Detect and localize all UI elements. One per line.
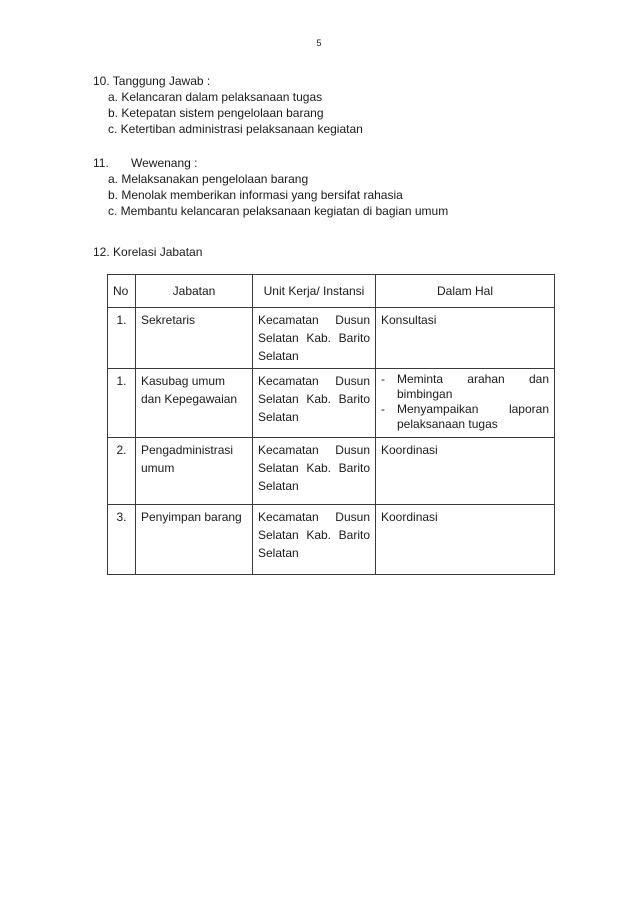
section-title: Wewenang :	[131, 156, 198, 170]
column-header-unit: Unit Kerja/ Instansi	[253, 275, 376, 308]
section-korelasi-jabatan	[93, 244, 202, 260]
section-tanggung-jawab	[93, 73, 363, 137]
table-row	[108, 308, 555, 369]
list-item: b. Ketepatan sistem pengelolaan barang	[108, 106, 324, 120]
table-row	[108, 369, 555, 438]
cell-unit: Kecamatan Dusun Selatan Kab. Barito Selatan	[253, 369, 376, 438]
list-item: b. Menolak memberikan informasi yang bersifat rahasia	[108, 188, 403, 202]
cell-no: 1.	[108, 308, 136, 369]
korelasi-table	[107, 274, 555, 575]
column-header-dalam-hal: Dalam Hal	[376, 275, 555, 308]
cell-unit: Kecamatan Dusun Selatan Kab. Barito Selatan	[253, 438, 376, 505]
list-item: - Menyampaikan laporan pelaksanaan tugas	[381, 402, 549, 432]
page-number: 5	[316, 38, 322, 48]
list-item: - Meminta arahan dan bimbingan	[381, 372, 549, 402]
dalam-hal-list	[381, 372, 549, 432]
cell-no: 2.	[108, 438, 136, 505]
cell-jabatan: Sekretaris	[136, 308, 253, 369]
list-item: a. Kelancaran dalam pelaksanaan tugas	[108, 90, 323, 104]
cell-jabatan: Penyimpan barang	[136, 505, 253, 575]
column-header-no: No	[108, 275, 136, 308]
list-item: a. Melaksanakan pengelolaan barang	[108, 172, 309, 186]
section-number: 11.	[93, 156, 109, 170]
column-header-jabatan: Jabatan	[136, 275, 253, 308]
table-row	[108, 438, 555, 505]
cell-jabatan: Pengadministrasi umum	[136, 438, 253, 505]
cell-no: 1.	[108, 369, 136, 438]
section-heading: 10. Tanggung Jawab :	[93, 74, 211, 88]
cell-dalam-hal: Konsultasi	[376, 308, 555, 369]
cell-dalam-hal: Koordinasi	[376, 438, 555, 505]
authority-list	[93, 171, 448, 219]
cell-unit: Kecamatan Dusun Selatan Kab. Barito Selatan	[253, 505, 376, 575]
responsibility-list	[93, 89, 363, 137]
section-heading	[93, 155, 448, 171]
cell-unit: Kecamatan Dusun Selatan Kab. Barito Selatan	[253, 308, 376, 369]
table-header-row	[108, 275, 555, 308]
cell-dalam-hal: Koordinasi	[376, 505, 555, 575]
list-item: c. Ketertiban administrasi pelaksanaan kegiatan	[108, 122, 363, 136]
section-wewenang	[93, 155, 448, 219]
section-heading: 12. Korelasi Jabatan	[93, 245, 203, 259]
list-item: c. Membantu kelancaran pelaksanaan kegiatan di bagian umum	[108, 204, 449, 218]
cell-jabatan: Kasubag umum dan Kepegawaian	[136, 369, 253, 438]
cell-no: 3.	[108, 505, 136, 575]
table-row	[108, 505, 555, 575]
cell-dalam-hal	[376, 369, 555, 438]
